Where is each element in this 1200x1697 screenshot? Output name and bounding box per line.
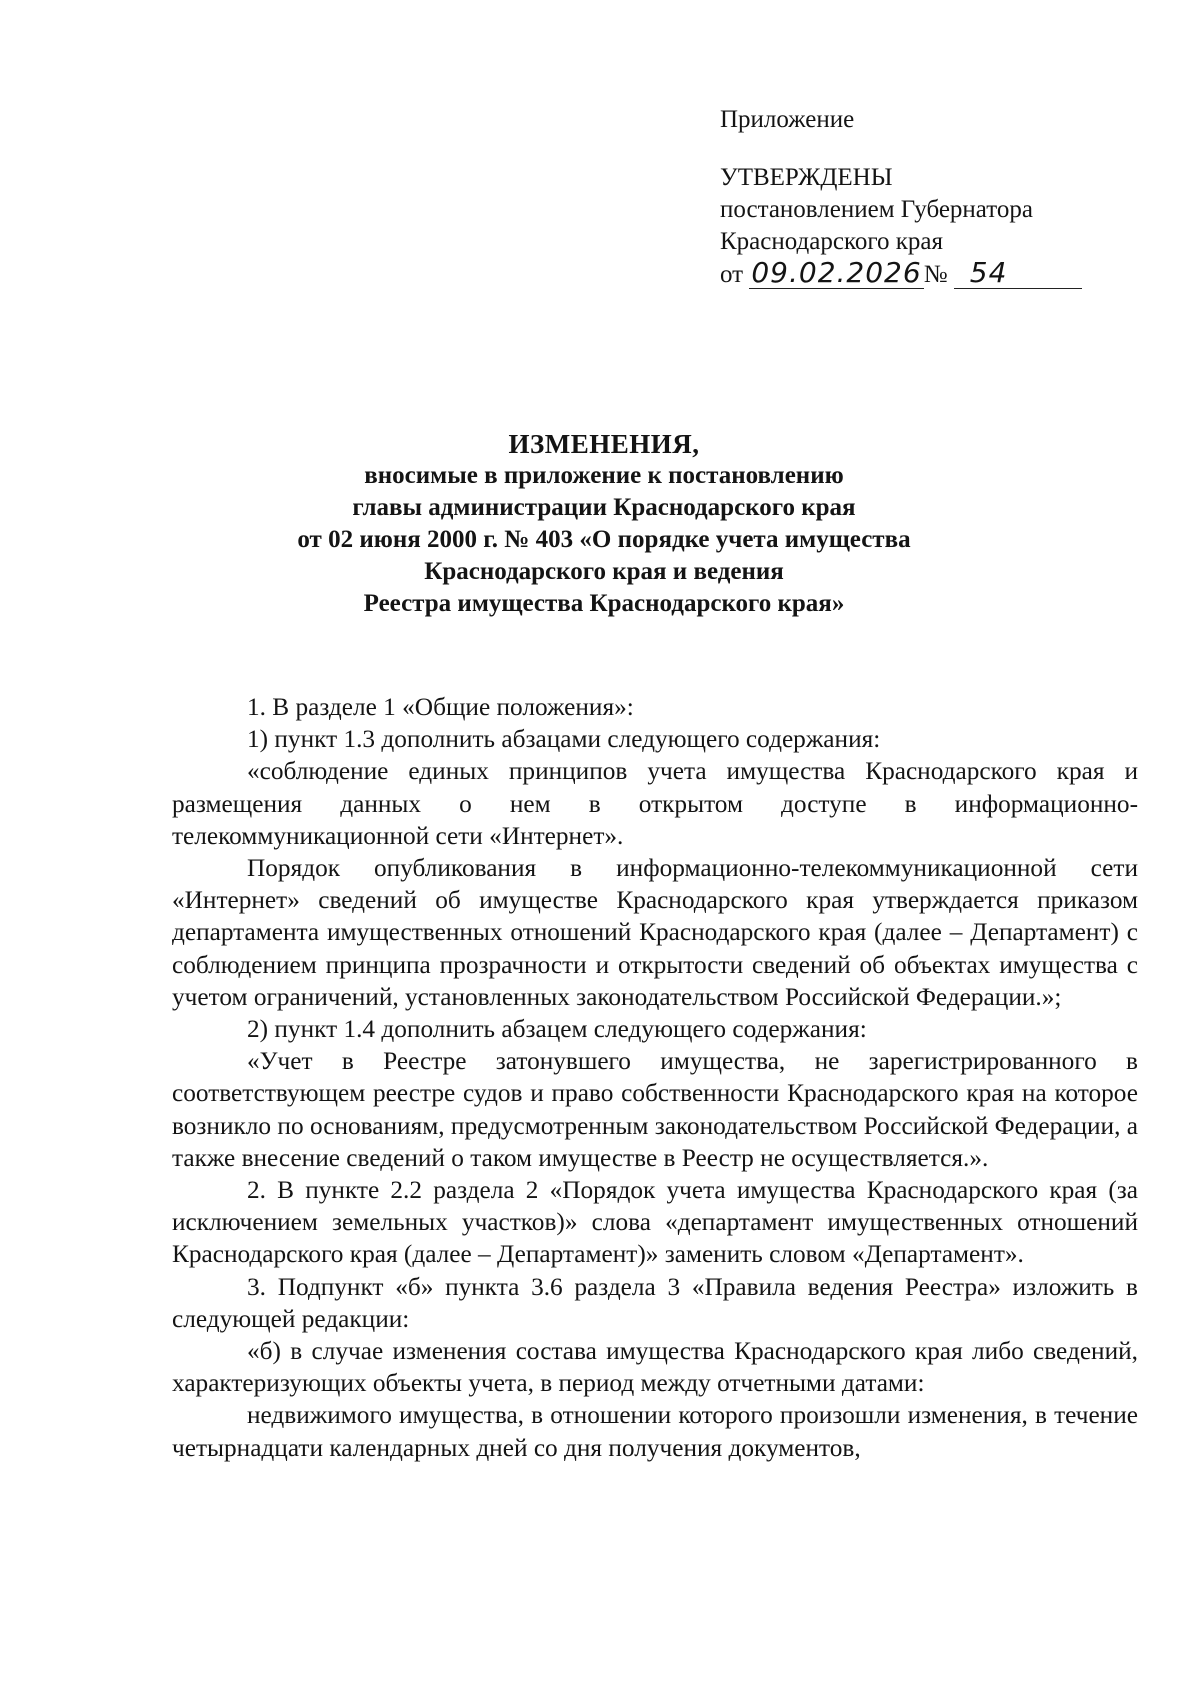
document-body — [172, 691, 1138, 1464]
paragraph-section-2: 2. В пункте 2.2 раздела 2 «Порядок учета имущества Краснодарского края (за исключением земельных участков)» слова «департамент имущественных отношений Краснодарского края (далее – Департамент)» заменить словом «Департамент». — [172, 1176, 1138, 1269]
paragraph-publication-order: Порядок опубликования в информационно-телекоммуникационной сети «Интернет» сведений об имуществе Краснодарского края утверждается приказом департамента имущественных отношений Краснодарского края (далее – Департамент) с соблюдением принципа прозрачности и открытости сведений об объектах имущества с учетом ограничений, установленных законодательством Российской Федерации.»; — [172, 854, 1138, 1011]
handwritten-number: 54 — [954, 258, 1082, 289]
heading-line: Реестра имущества Краснодарского края» — [363, 590, 845, 617]
date-prefix: от — [720, 261, 744, 288]
number-prefix: № — [923, 261, 948, 288]
paragraph-quote-2: «Учет в Реестре затонувшего имущества, не зарегистрированного в соответствующем реестре судов и право собственности Краснодарского края на которое возникло по основаниям, предусмотренным законодательством Российской Федерации, а также внесение сведений о таком имуществе в Реестр не осуществляется.». — [172, 1047, 1138, 1172]
approved-by-line: постановлением Губернатора — [720, 196, 1033, 223]
heading-line: Краснодарского края и ведения — [424, 558, 784, 585]
heading-line: главы администрации Краснодарского края — [352, 494, 856, 521]
paragraph-quote-1: «соблюдение единых принципов учета имущества Краснодарского края и размещения данных о нем в открытом доступе в информационно-телекоммуникационной сети «Интернет». — [172, 757, 1138, 850]
appendix-label: Приложение — [720, 106, 855, 133]
heading-title: ИЗМЕНЕНИЯ, — [508, 429, 700, 459]
approval-block — [720, 104, 1080, 291]
paragraph-quote-3: «б) в случае изменения состава имущества Краснодарского края либо сведений, характеризующих объекты учета, в период между отчетными датами: — [172, 1337, 1138, 1398]
paragraph-real-estate: недвижимого имущества, в отношении которого произошли изменения, в течение четырнадцати календарных дней со дня получения документов, — [172, 1401, 1138, 1462]
document-heading — [170, 428, 1038, 620]
heading-line: от 02 июня 2000 г. № 403 «О порядке учета имущества — [297, 526, 911, 553]
paragraph-item-2: 2) пункт 1.4 дополнить абзацем следующего содержания: — [247, 1015, 867, 1044]
paragraph-section-3: 3. Подпункт «б» пункта 3.6 раздела 3 «Правила ведения Реестра» изложить в следующей редакции: — [172, 1272, 1138, 1333]
approved-region-line: Краснодарского края — [720, 228, 943, 255]
approved-label: УТВЕРЖДЕНЫ — [720, 164, 893, 191]
handwritten-date: 09.02.2026 — [751, 256, 922, 289]
paragraph-item-1: 1) пункт 1.3 дополнить абзацами следующего содержания: — [247, 725, 881, 754]
heading-line: вносимые в приложение к постановлению — [364, 462, 844, 489]
approval-date-line — [720, 258, 1080, 291]
paragraph-section-1: 1. В разделе 1 «Общие положения»: — [247, 693, 634, 721]
